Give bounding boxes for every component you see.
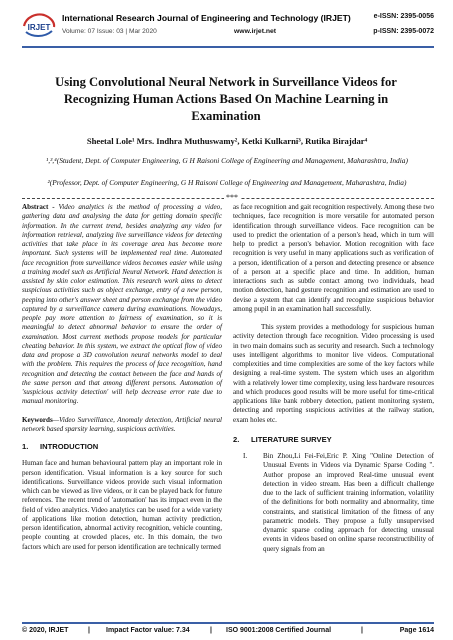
section-heading-literature <box>233 435 434 444</box>
separator-mark: *** <box>226 193 238 202</box>
journal-header <box>22 11 434 45</box>
affiliation-professor: ²(Professor, Dept. of Computer Engineering, G H Raisoni College of Engineering and Management, Maharashtra, India) <box>47 178 407 187</box>
footer-copyright: © 2020, IRJET <box>22 627 69 634</box>
right-paragraph-1: as face recognition and gait recognition respectively. Among these two techniques, face recognition is more versatile for automated person identification through surveillance videos. Face recognition can be used to predict the orientation of a person's head, which in turn will help to predict a person's behavior. Motion recognition with face recognition is very useful in many applications such as verification of a person, identification of a person and detecting presence or absence of a person at a specific place and time. In addition, human interactions such as subtle contact among two individuals, head motion detection, hand gesture recognition and estimation are used to devise a system that can identify and recognize suspicious behavior among pupil in an examination hall successfully. <box>233 203 434 313</box>
footer-impact: Impact Factor value: 7.34 <box>106 627 190 634</box>
left-column <box>22 203 222 552</box>
footer-iso: ISO 9001:2008 Certified Journal <box>226 627 332 634</box>
section-number: 1. <box>22 442 29 451</box>
right-column <box>233 203 434 554</box>
introduction-text: Human face and human behavioural pattern play an important role in person identification. Visual information is a key source for such identifications. Surveillance videos provide such visual information which can be viewed as live videos, or it can be played back for future references. The recent trend of 'automation' has its impact even in the field of video analytics. Video analytics can be used for a wide variety of applications like motion detection, human activity prediction, person identification, abnormal activity recognition, vehicle counting, people counting at crowded places, etc. In this domain, the two factors which are used for person identification are technically termed <box>22 459 222 551</box>
section-number: 2. <box>233 434 240 444</box>
abstract-text: Video analytics is the method of processing a video, gathering data and analysing the data for getting domain specific information. In the current trend, besides analyzing any video for information retrieval, analyzing live surveillance videos for detecting activities that take place in its coverage area has become more important. Such systems will be implemented real time. Automated face recognition from surveillance videos becomes easier while using a training model such as Artificial Neural Network. Hand detection is assisted by skin color estimation. This research work aims to detect suspicious activities such as object exchange, entry of a new person, peeping into other's answer sheet and person exchange from the video captured by a surveillance camera during examinations. Nowadays, people pay more attention to fairness of examination, so it is meaningful to detect abnormal behavior to ensure the order of examination. Most current methods propose models for particular cheating behavior. In this system, we extract the optical flow of video data and propose a 3D convolution neural networks model to deal with the problem. This requires the process of face recognition, hand recognition and detecting the contact between the face and hands of the same person and that among different persons. Automation of 'suspicious activity detection' will help decrease error rate due to manual monitoring. <box>22 203 222 406</box>
abstract <box>22 203 222 407</box>
reference-item <box>233 452 434 554</box>
section-heading-introduction <box>22 442 222 451</box>
volume-issue: Volume: 07 Issue: 03 | Mar 2020 <box>62 28 157 35</box>
keywords-label: Keywords <box>22 415 53 424</box>
journal-website: www.irjet.net <box>234 28 277 35</box>
irjet-logo <box>22 12 56 39</box>
footer-separator: | <box>88 627 90 634</box>
footer-separator: | <box>361 627 363 634</box>
keywords <box>22 416 222 435</box>
keywords-text: —Video Surveillance, Anomaly detection, Artificial neural network based sparsity learning, suspicious activities. <box>22 415 222 433</box>
reference-number: I. <box>243 452 248 460</box>
footer-page: Page 1614 <box>399 627 434 634</box>
section-title: LITERATURE SURVEY <box>251 434 332 444</box>
right-paragraph-2: This system provides a methodology for suspicious human activity detection through face recognition. Video processing is used in two main domains such as security and research. Such a technology uses intelligent algorithms to monitor live videos. Computational complexities and time complexities are some of the key factors while designing a real-time system. The system which uses an algorithm with a relatively lower time complexity, using less hardware resources and which produces good results will be more useful for time-critical applications like bank robbery detection, patient monitoring system, detecting and reporting suspicious activities at the railway station, exam holes etc. <box>233 323 434 424</box>
footer-rule <box>22 622 434 624</box>
reference-text: Bin Zhou,Li Fei-Fei,Eric P. Xing "Online Detection of Unusual Events in Videos via Dynamic Sparse Coding ". Author propose an improved Real-time unusual event detection in video stream. Has been a difficult challenge due to the lack of sufficient training information, volatility of the definitions for both normality and abnormality, time constraints, and statistical limitation of the fitness of any parametric models. They propose a fully unsupervised dynamic sparse coding approach for detecting unusual events in videos based on online sparse reconstructibility of query signals from an <box>263 452 434 553</box>
section-title: INTRODUCTION <box>40 442 99 451</box>
footer-separator: | <box>210 627 212 634</box>
header-rule <box>22 46 434 48</box>
svg-text:IRJET: IRJET <box>27 23 51 32</box>
pissn: p-ISSN: 2395-0072 <box>373 28 434 35</box>
abstract-label: Abstract - <box>22 203 55 211</box>
paper-title: Using Convolutional Neural Network in Surveillance Videos for Recognizing Human Actions Based On Machine Learning in Examination <box>55 75 397 123</box>
journal-name: International Research Journal of Engineering and Technology (IRJET) <box>62 13 351 23</box>
eissn: e-ISSN: 2395-0056 <box>373 13 434 20</box>
author-list: Sheetal Lole¹ Mrs. Indhra Muthuswamy², Ketki Kulkarni³, Rutika Birajdar⁴ <box>86 136 368 146</box>
affiliation-students: ¹,³,⁴(Student, Dept. of Computer Engineering, G H Raisoni College of Engineering and Management, Maharashtra, India) <box>46 156 408 165</box>
